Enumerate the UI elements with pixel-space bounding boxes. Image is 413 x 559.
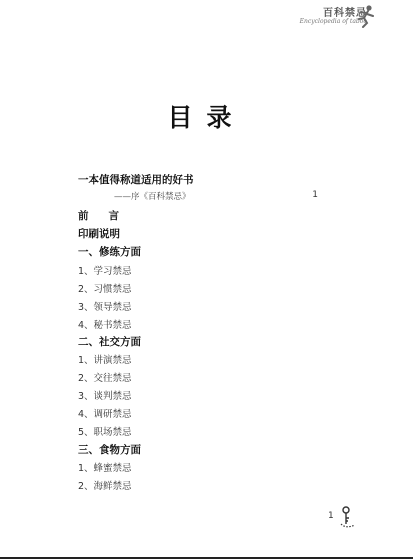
toc-section-title[interactable]: 三、食物方面 — [78, 444, 141, 456]
toc-foreword-char-1: 前 — [78, 210, 89, 222]
page-title: 目录 — [167, 103, 246, 132]
running-figure-icon — [355, 4, 377, 28]
toc-book-title[interactable]: 一本值得称道适用的好书 — [78, 174, 194, 186]
toc-item[interactable]: 4、调研禁忌 — [78, 409, 132, 420]
toc-item[interactable]: 2、海鲜禁忌 — [78, 481, 132, 492]
header-title: 百科禁忌 — [323, 8, 367, 19]
toc-foreword-char-2: 言 — [108, 210, 119, 222]
toc-item[interactable]: 2、交往禁忌 — [78, 373, 132, 384]
toc-item[interactable]: 1、讲演禁忌 — [78, 355, 132, 366]
toc-preface-line[interactable]: ——序《百科禁忌》 — [114, 192, 191, 202]
toc-item[interactable]: 2、习惯禁忌 — [78, 284, 132, 295]
footer-page-number: 1 — [328, 511, 334, 521]
toc-item[interactable]: 1、蜂蜜禁忌 — [78, 463, 132, 474]
toc-printing-note[interactable]: 印刷说明 — [78, 228, 120, 240]
toc-item[interactable]: 4、秘书禁忌 — [78, 320, 132, 331]
toc-section-title[interactable]: 二、社交方面 — [78, 336, 141, 348]
toc-item[interactable]: 3、领导禁忌 — [78, 302, 132, 313]
header-subtitle: Encyclopedia of taboo — [299, 18, 367, 25]
toc-item[interactable]: 5、职场禁忌 — [78, 427, 132, 438]
toc-section-title[interactable]: 一、修练方面 — [78, 246, 141, 258]
toc-item[interactable]: 3、谈判禁忌 — [78, 391, 132, 402]
toc-preface-page: 1 — [312, 190, 318, 200]
toc-foreword[interactable] — [78, 208, 119, 223]
key-decoration-icon — [337, 506, 359, 530]
toc-item[interactable]: 1、学习禁忌 — [78, 266, 132, 277]
